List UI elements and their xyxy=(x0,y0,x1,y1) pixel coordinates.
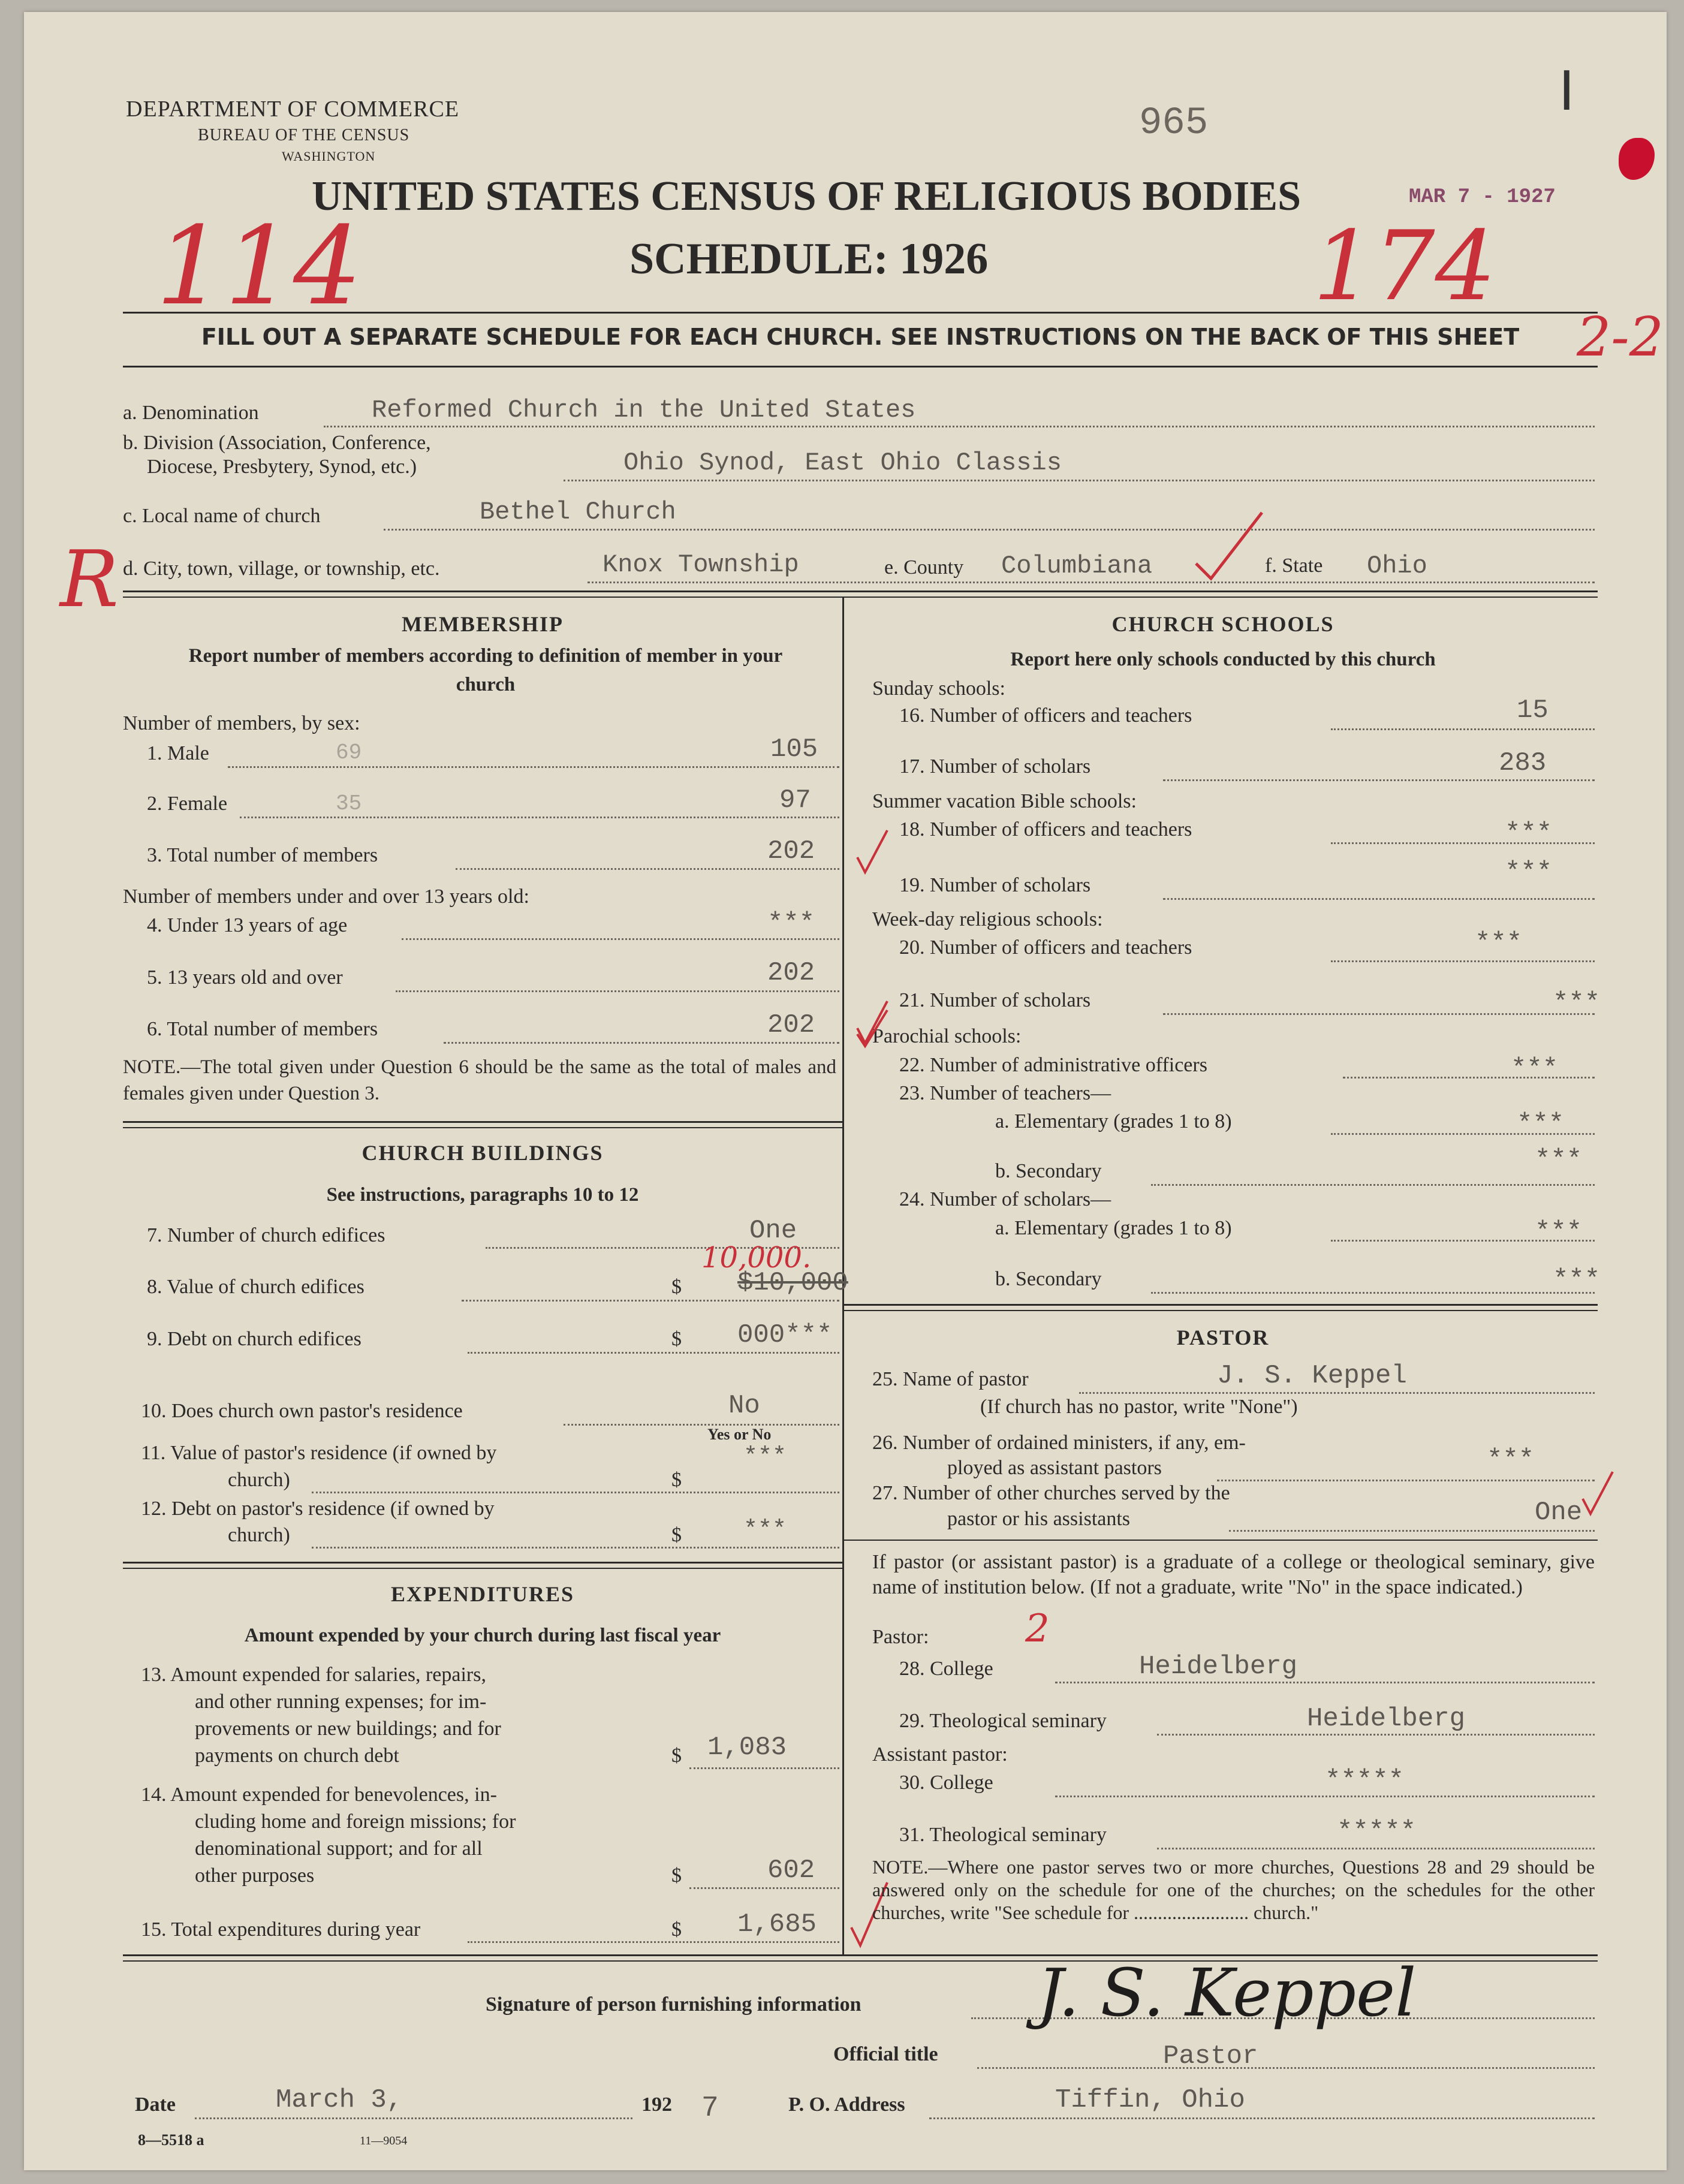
q13-line-4: payments on church debt xyxy=(195,1745,399,1767)
residence-value[interactable]: No xyxy=(728,1391,760,1421)
male-faint: 69 xyxy=(336,740,362,765)
department-name: DEPARTMENT OF COMMERCE xyxy=(126,97,460,122)
residence-debt-label-1: 12. Debt on pastor's residence (if owned by xyxy=(141,1498,495,1520)
denomination-label: a. Denomination xyxy=(123,402,259,424)
female-label: 2. Female xyxy=(147,793,228,815)
q14-line-4: other purposes xyxy=(195,1864,315,1887)
parochial-schools-label: Parochial schools: xyxy=(872,1025,1022,1047)
year-digit[interactable]: 7 xyxy=(701,2092,719,2125)
denomination-value[interactable]: Reformed Church in the United States xyxy=(372,396,916,424)
header-rule-top xyxy=(123,312,1598,314)
q15-value[interactable]: 1,685 xyxy=(737,1909,817,1939)
po-address-value[interactable]: Tiffin, Ohio xyxy=(1055,2085,1245,2115)
division-value[interactable]: Ohio Synod, East Ohio Classis xyxy=(623,448,1062,477)
pastor-note: NOTE.—Where one pastor serves two or more churches, Questions 28 and 29 should be answered only on the schedule for one of the churches; on the schedules for the other churches, write "See schedule for ........................ church." xyxy=(872,1856,1595,1923)
male-label: 1. Male xyxy=(147,742,209,764)
by-age-label: Number of members under and over 13 years old: xyxy=(123,885,529,908)
buildings-title: CHURCH BUILDINGS xyxy=(361,1141,604,1165)
edifice-debt-value[interactable]: 000*** xyxy=(737,1320,833,1350)
date-label: Date xyxy=(135,2093,176,2116)
local-name-value[interactable]: Bethel Church xyxy=(480,498,676,526)
q24b-label: b. Secondary xyxy=(995,1268,1102,1290)
q28-value[interactable]: Heidelberg xyxy=(1139,1652,1298,1682)
check-mark-parochial xyxy=(854,1007,890,1049)
membership-title: MEMBERSHIP xyxy=(401,612,564,636)
check-mark-county xyxy=(1193,510,1265,582)
q25-label: 25. Name of pastor xyxy=(872,1368,1029,1390)
signature[interactable]: J. S. Keppel xyxy=(1037,1954,1417,2031)
edifice-debt-label: 9. Debt on church edifices xyxy=(147,1328,361,1350)
q27-label-1: 27. Number of other churches served by the xyxy=(872,1482,1230,1504)
q17-label: 17. Number of scholars xyxy=(899,755,1091,778)
residence-value-label-2: church) xyxy=(228,1469,290,1491)
hand-number-left: 114 xyxy=(156,204,362,329)
expenditures-title: EXPENDITURES xyxy=(390,1582,575,1606)
residence-value-label-1: 11. Value of pastor's residence (if owned by xyxy=(141,1442,497,1464)
q18-label: 18. Number of officers and teachers xyxy=(899,818,1192,841)
q27-value[interactable]: One xyxy=(1535,1498,1583,1528)
q24b-value[interactable]: *** xyxy=(1553,1265,1601,1295)
residence-label: 10. Does church own pastor's residence xyxy=(141,1400,463,1422)
section-rule-top xyxy=(123,591,1598,592)
bureau-name: BUREAU OF THE CENSUS xyxy=(198,126,410,144)
division-label-1: b. Division (Association, Conference, xyxy=(123,432,431,454)
total-sex-label: 3. Total number of members xyxy=(147,844,378,866)
county-label: e. County xyxy=(884,556,964,579)
q14-value[interactable]: 602 xyxy=(767,1855,815,1885)
pastor-sub-label: Pastor: xyxy=(872,1626,929,1648)
q13-line-1: 13. Amount expended for salaries, repairs, xyxy=(141,1664,486,1686)
check-mark-q27 xyxy=(1580,1469,1616,1517)
division-label-2: Diocese, Presbytery, Synod, etc.) xyxy=(147,456,417,478)
female-value[interactable]: 97 xyxy=(779,785,811,815)
buildings-intro: See instructions, paragraphs 10 to 12 xyxy=(326,1184,639,1206)
schools-title: CHURCH SCHOOLS xyxy=(1111,612,1334,636)
census-form: DEPARTMENT OF COMMERCE BUREAU OF THE CENSUS WASHINGTON 965 UNITED STATES CENSUS OF RELIGIOUS BODIES MAR 7 - 1927 SCHEDULE: 1926 114 174 2-2 I R FILL OUT A SEPARATE SCHEDULE FOR EACH CHURCH. SEE INSTRUCTIONS ON THE BACK OF THIS SHEET a. Denomination Reformed Church in the United States b. Division (Association, Conference, Diocese, Presbytery, Synod, etc.) Ohio Synod, East Ohio Classis c. Local name of church Bethel Church d. City, town, village, or township, etc. Knox Township e. County Columbiana f. State Ohio MEMBERSHIP Report number of members according to definition of member in your church Number of members, by sex: 1. Male 69 105 2. Female 35 97 3. Total number of members 202 Number of members under and over 13 years old: 4. Under 13 years of age *** 5. 13 years old and over 202 6. Total number of members 202 NOTE.—The total given under Question 6 should be the same as the total of males and females given under Question 3. CHURCH BUILDINGS See instructions, paragraphs 10 to 12 7. Number of church edifices One 10,000. 8. Value of church edifices $ $10,000 9. Debt on church edifices $ 000*** 10. Does church own pastor's residence No Yes or No 11. Value of pastor's residence (if owned by church) $ *** 12. Debt on pastor's residence (if owned by church) $ *** EXPENDITURES Amount expended by your church during last fiscal year 13. Amount expended for salaries, repairs, and other running expenses; for im- provements or new buildings; and for payments on church debt $ 1,083 14. Amount expended for benevolences, in- cluding home and foreign missions; for denominational support; and for all other purposes $ 602 15. Total expenditures during year $ 1,685 CHURCH SCHOOLS Report here only schools conducted by this church Sunday schools: 16. Number of officers and teachers 15 17. Number of scholars 283 Summer vacation Bible schools: 18. Number of officers and teachers *** 19. Number of scholars *** Week-day religious schools: 20. Number of officers and teachers *** 21. Number of scholars *** Parochial schools: 22. Number of administrative officers *** 23. Number of teachers— a. Elementary (grades 1 to 8) *** b. Secondary *** 24. Number of scholars— a. Elementary (grades 1 to 8) *** b. Secondary *** PASTOR 25. Name of pastor J. S. Keppel (If church has no pastor, write "None") 26. Number of ordained ministers, if any, em- ployed as assistant pastors *** 27. Number of other churches served by the pastor or his assistants One If pastor (or assistant pastor) is a graduate of a college or theological seminary, give name of institution below. (If not a graduate, write "No" in the space indicated.) Pastor: 2 28. College Heidelberg 29. Theological seminary Heidelberg Assistant pastor: 30. College ***** 31. Theological seminary ***** NOTE.—Where one pastor serves two or more churches, Questions 28 and 29 should be answered only on the schedule for one of the churches; on the schedules for the other churches, write "See schedule for ........................ church." Signature of person furnishing information J. S. Keppel Official title Pastor Date March 3, 192 7 P. O. Address Tiffin, Ohio 8—5518 a 11—9054 xyxy=(24,12,1667,2170)
q13-line-3: provements or new buildings; and for xyxy=(195,1718,501,1740)
pastor-title: PASTOR xyxy=(1176,1326,1270,1349)
city-label: d. City, town, village, or township, etc. xyxy=(123,558,440,580)
q23b-value[interactable]: *** xyxy=(1535,1145,1583,1175)
po-address-label: P. O. Address xyxy=(788,2093,905,2116)
membership-note: NOTE.—The total given under Question 6 should be the same as the total of males and females given under Question 3. xyxy=(123,1056,836,1104)
q21-label: 21. Number of scholars xyxy=(899,989,1091,1011)
residence-debt-value[interactable]: *** xyxy=(743,1517,787,1544)
q23a-label: a. Elementary (grades 1 to 8) xyxy=(995,1110,1232,1132)
print-number: 11—9054 xyxy=(360,2134,408,2147)
q13-value[interactable]: 1,083 xyxy=(707,1733,787,1763)
q30-label: 30. College xyxy=(899,1772,993,1794)
q19-label: 19. Number of scholars xyxy=(899,874,1091,896)
membership-intro: Report number of members according to definition of member in your church xyxy=(188,645,783,695)
q22-label: 22. Number of administrative officers xyxy=(899,1054,1207,1076)
edifices-value-hand: 10,000. xyxy=(701,1241,812,1275)
q27-label-2: pastor or his assistants xyxy=(947,1508,1131,1530)
state-label: f. State xyxy=(1265,555,1323,577)
q23b-label: b. Secondary xyxy=(995,1160,1102,1182)
q20-value[interactable]: *** xyxy=(1475,928,1523,958)
summer-schools-label: Summer vacation Bible schools: xyxy=(872,790,1137,812)
q29-label: 29. Theological seminary xyxy=(899,1710,1107,1732)
hand-number-right: 174 xyxy=(1313,210,1496,322)
q26-label-2: ployed as assistant pastors xyxy=(947,1457,1162,1479)
date-value[interactable]: March 3, xyxy=(276,2085,403,2115)
male-value[interactable]: 105 xyxy=(770,734,818,764)
city-name: WASHINGTON xyxy=(282,149,376,164)
q23-label: 23. Number of teachers— xyxy=(899,1082,1111,1104)
q14-line-3: denominational support; and for all xyxy=(195,1837,483,1860)
received-stamp: MAR 7 - 1927 xyxy=(1409,186,1556,209)
q24a-label: a. Elementary (grades 1 to 8) xyxy=(995,1217,1232,1239)
over-13-value[interactable]: 202 xyxy=(767,958,815,988)
q30-value[interactable]: ***** xyxy=(1325,1766,1405,1796)
total-sex-value[interactable]: 202 xyxy=(767,836,815,866)
official-title-value[interactable]: Pastor xyxy=(1163,2041,1258,2071)
q19-value[interactable]: *** xyxy=(1505,857,1553,887)
graduate-note: If pastor (or assistant pastor) is a graduate of a college or theological seminary, give name of institution below. (If not a graduate, write "No" in the space indicated.) xyxy=(872,1551,1595,1598)
hand-r-mark: R xyxy=(60,534,119,625)
signature-label: Signature of person furnishing information xyxy=(486,1993,861,2016)
header-rule-bottom xyxy=(123,366,1598,367)
over-13-label: 5. 13 years old and over xyxy=(147,966,343,989)
q16-value[interactable]: 15 xyxy=(1517,695,1549,725)
residence-value-amount[interactable]: *** xyxy=(743,1444,787,1471)
q26-label-1: 26. Number of ordained ministers, if any, em- xyxy=(872,1432,1246,1454)
check-mark-q3 xyxy=(854,827,890,875)
q23a-value[interactable]: *** xyxy=(1517,1109,1565,1139)
edifice-value-amount[interactable]: $10,000 xyxy=(737,1268,848,1298)
stamp-number: 965 xyxy=(1139,102,1209,145)
q31-label: 31. Theological seminary xyxy=(899,1824,1107,1846)
official-title-label: Official title xyxy=(833,2043,938,2065)
q31-value[interactable]: ***** xyxy=(1337,1817,1417,1846)
pastor-hand-mark: 2 xyxy=(1025,1607,1050,1651)
assistant-sub-label: Assistant pastor: xyxy=(872,1743,1008,1766)
q26-value[interactable]: *** xyxy=(1487,1445,1535,1475)
under-13-value[interactable]: *** xyxy=(767,908,815,938)
edifice-value-label: 8. Value of church edifices xyxy=(147,1276,364,1298)
female-faint: 35 xyxy=(336,791,362,816)
q15-label: 15. Total expenditures during year xyxy=(141,1918,421,1941)
q29-value[interactable]: Heidelberg xyxy=(1307,1704,1466,1734)
year-prefix: 192 xyxy=(641,2093,672,2116)
state-value[interactable]: Ohio xyxy=(1367,552,1427,580)
q24-label: 24. Number of scholars— xyxy=(899,1188,1111,1210)
q18-value[interactable]: *** xyxy=(1505,818,1553,848)
q14-line-1: 14. Amount expended for benevolences, in- xyxy=(141,1784,497,1806)
weekday-schools-label: Week-day religious schools: xyxy=(872,908,1103,930)
edifices-label: 7. Number of church edifices xyxy=(147,1224,385,1246)
q28-label: 28. College xyxy=(899,1658,993,1680)
sunday-schools-label: Sunday schools: xyxy=(872,677,1005,700)
q14-line-2: cluding home and foreign missions; for xyxy=(195,1811,516,1833)
hand-number-sub: 2-2 xyxy=(1577,306,1664,369)
form-number: 8—5518 a xyxy=(138,2131,204,2149)
red-corner-mark xyxy=(1619,138,1655,180)
q25-note: (If church has no pastor, write "None") xyxy=(980,1396,1298,1418)
by-sex-label: Number of members, by sex: xyxy=(123,712,360,734)
city-value[interactable]: Knox Township xyxy=(602,550,799,579)
q16-label: 16. Number of officers and teachers xyxy=(899,704,1192,727)
under-13-label: 4. Under 13 years of age xyxy=(147,914,348,936)
instruction-line: FILL OUT A SEPARATE SCHEDULE FOR EACH CHURCH. SEE INSTRUCTIONS ON THE BACK OF THIS SHEET xyxy=(201,324,1520,350)
q25-value[interactable]: J. S. Keppel xyxy=(1217,1361,1407,1391)
schools-intro: Report here only schools conducted by this church xyxy=(1010,649,1436,670)
hand-corner-mark: I xyxy=(1559,60,1575,123)
q17-value[interactable]: 283 xyxy=(1499,748,1547,778)
county-value[interactable]: Columbiana xyxy=(1001,552,1153,580)
q21-value[interactable]: *** xyxy=(1553,988,1601,1018)
residence-debt-label-2: church) xyxy=(228,1524,290,1546)
total-age-label: 6. Total number of members xyxy=(147,1018,378,1040)
total-age-value[interactable]: 202 xyxy=(767,1010,815,1040)
local-name-label: c. Local name of church xyxy=(123,505,321,527)
expenditures-intro: Amount expended by your church during last fiscal year xyxy=(244,1625,721,1646)
q24a-value[interactable]: *** xyxy=(1535,1217,1583,1247)
form-title: UNITED STATES CENSUS OF RELIGIOUS BODIES xyxy=(312,173,1302,219)
schedule-title: SCHEDULE: 1926 xyxy=(629,234,989,284)
q13-line-2: and other running expenses; for im- xyxy=(195,1691,487,1713)
residence-hint: Yes or No xyxy=(707,1426,772,1443)
q20-label: 20. Number of officers and teachers xyxy=(899,936,1192,959)
edifices-value[interactable]: One xyxy=(749,1216,797,1246)
q22-value[interactable]: *** xyxy=(1511,1054,1559,1084)
